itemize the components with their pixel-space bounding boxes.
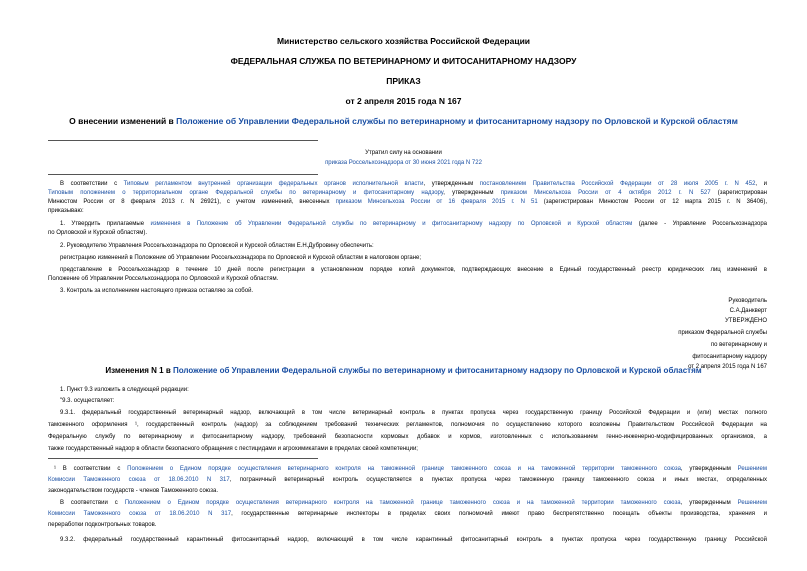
changes-title (0, 366, 807, 375)
commission-decision-link[interactable]: Комиссии Таможенного союза от 18.06.2010 N 317 (48, 511, 232, 517)
service-heading: ФЕДЕРАЛЬНАЯ СЛУЖБА ПО ВЕТЕРИНАРНОМУ И ФИТОСАНИТАРНОМУ НАДЗОРУ (230, 56, 577, 66)
ministry-order-51-link[interactable]: приказом Минсельхоза России от 16 февраля 2015 г. N 51 (335, 199, 538, 205)
text-span: , утвержденным (423, 181, 480, 187)
approval-line: приказом Федеральной службы (678, 330, 767, 336)
change-line: 1. Пункт 9.3 изложить в следующей редакции: (60, 387, 189, 393)
status-line-1: Утратил силу на основании (365, 150, 442, 156)
divider (48, 140, 318, 141)
preamble-line (48, 198, 767, 207)
decision-link[interactable]: Решением (737, 466, 767, 472)
text-span: ¹ В соответствии с (54, 466, 128, 472)
doc-date-heading: от 2 апреля 2015 года N 167 (345, 96, 462, 106)
text-span: 1. Утвердить прилагаемые (60, 221, 151, 227)
text-span: , пограничный ветеринарный контроль осуществляется в пунктах пропуска через таможенную границу таможенного союза и иных местах, определенных (229, 477, 767, 483)
text-span: Минюстом России от 8 февраля 2013 г. N 26921), с учетом изменений, внесенных (48, 199, 336, 205)
signatory-name: С.А.Данкверт (729, 308, 767, 314)
text-span: (далее - Управление Россельхознадзора (632, 221, 767, 227)
text-span: (зарегистрирован Минюстом России от 12 марта 2015 г. N 36406), (537, 199, 767, 205)
doc-title-link[interactable]: Положение об Управлении Федеральной службы по ветеринарному и фитосанитарному надзору по Орловской и Курской областям (176, 116, 738, 126)
change-line: 9.3.2. федеральный государственный карантинный фитосанитарный надзор, включающий в том числе карантинный фитосанитарный контроль в пунктах пропуска через государственную границу Российской (60, 537, 767, 543)
status-repeal-link[interactable]: приказа Россельхознадзора от 30 июня 2021 года N 722 (325, 160, 482, 166)
vet-control-provision-link[interactable]: Положением о Едином порядке осуществления ветеринарного контроля на таможенной границе таможенного союза и на таможенной территории таможенного союза (127, 466, 681, 472)
approved-changes-link[interactable]: изменения в Положение об Управлении Федеральной службы по ветеринарному и фитосанитарному надзору по Орловской и Курской областям (150, 221, 633, 227)
change-line: 9.3.1. федеральный государственный ветеринарный надзор, включающий в том числе ветеринарный контроль в пунктах пропуска через государственную границу Российской Федерации и (или) местах полного (60, 410, 767, 416)
status-line-2 (0, 160, 807, 166)
approval-line: от 2 апреля 2015 года N 167 (688, 364, 767, 370)
footnote-line: законодательством государств - членов Таможенного союза. (48, 488, 219, 494)
text-span: В соответствии с (60, 181, 124, 187)
decision-link[interactable]: Решением (737, 500, 767, 506)
doc-type-heading: ПРИКАЗ (386, 76, 421, 86)
footnote-divider (48, 458, 318, 459)
divider (48, 174, 318, 175)
change-line: таможенного оформления ¹, государственный контроль (надзор) за соблюдением требований технических регламентов, полномочия по осуществлению которого возложены Правительством Российской Федерации на (48, 422, 767, 428)
approval-line: фитосанитарному надзору (692, 354, 767, 360)
item-2c-line: Положение об Управлении Россельхознадзора по Орловской и Курской областям. (48, 276, 279, 282)
change-line: "9.3. осуществляет: (60, 398, 115, 404)
signatory-role: Руководитель (728, 298, 767, 304)
item-1-line: по Орловской и Курской областям). (48, 230, 148, 236)
footnote-line (48, 476, 767, 485)
text-span: (зарегистрирован (710, 190, 767, 196)
item-2-line: 2. Руководителю Управления Россельхознадзора по Орловской и Курской областям Е.Н.Дубровину обеспечить: (60, 243, 374, 249)
typical-regulation-link[interactable]: Типовым регламентом внутренней организации федеральных органов исполнительной власти (123, 181, 424, 187)
text-span: , государственные ветеринарные инспекторы в пределах своих полномочий имеют право беспрепятственно посещать объекты производства, хранения и (231, 511, 767, 517)
government-decree-link[interactable]: постановлением Правительства Российской Федерации от 28 июля 2005 г. N 452 (479, 181, 756, 187)
ministry-order-527-link[interactable]: приказом Минсельхоза России от 4 октября 2012 г. N 527 (500, 190, 711, 196)
signature-block (678, 296, 767, 372)
text-span: , утвержденным (443, 190, 501, 196)
vet-control-provision-link[interactable]: Положением о Едином порядке осуществления ветеринарного контроля на таможенной границе таможенного союза и на таможенной территории таможенного союза (124, 500, 681, 506)
changes-title-link[interactable]: Положение об Управлении Федеральной службы по ветеринарному и фитосанитарному надзору по Орловской и Курской областям (172, 366, 702, 375)
footnote-line (48, 465, 767, 474)
approval-stamp: УТВЕРЖДЕНО (724, 318, 767, 324)
footnote-line: переработки подконтрольных товаров. (48, 522, 157, 528)
change-line: также государственный надзор в области безопасного обращения с пестицидами и агрохимикатами в пределах своей компетенции; (48, 446, 418, 452)
approval-line: по ветеринарному и (710, 342, 767, 348)
preamble-line (48, 180, 767, 189)
footnote-line (48, 499, 767, 508)
text-span: , и (755, 181, 767, 187)
ministry-heading: Министерство сельского хозяйства Российской Федерации (276, 36, 531, 46)
text-span: , утвержденным (680, 466, 738, 472)
doc-title-prefix: О внесении изменений в (69, 116, 177, 126)
change-line: Федеральную службу по ветеринарному и фитосанитарному надзору, требований безопасности кормовых добавок и кормов, изготовленных с использованием генно-инженерно-модифицированных организмов, а (48, 434, 767, 440)
footnote-line (48, 510, 767, 519)
text-span: В соответствии с (60, 500, 125, 506)
item-2b-line: представление в Россельхознадзор в течение 10 дней после регистрации в установленном порядке копий документов, подтверждающих внесение в Единый государственный реестр юридических лиц изменений в (60, 267, 767, 273)
typical-provision-link[interactable]: Типовым положением о территориальном органе Федеральной службы по ветеринарному и фитосанитарному надзору (48, 190, 444, 196)
preamble-line: приказываю: (48, 208, 84, 214)
changes-title-prefix: Изменения N 1 в (105, 366, 173, 375)
preamble-line (48, 189, 767, 198)
text-span: , утвержденным (680, 500, 738, 506)
commission-decision-link[interactable]: Комиссии Таможенного союза от 18.06.2010 N 317 (48, 477, 230, 483)
item-1-line (48, 220, 767, 229)
doc-title (0, 116, 807, 126)
item-3-line: 3. Контроль за исполнением настоящего приказа оставляю за собой. (60, 288, 254, 294)
item-2a-line: регистрацию изменений в Положение об Управлении Россельхознадзора по Орловской и Курской областям в налоговом органе; (60, 255, 422, 261)
